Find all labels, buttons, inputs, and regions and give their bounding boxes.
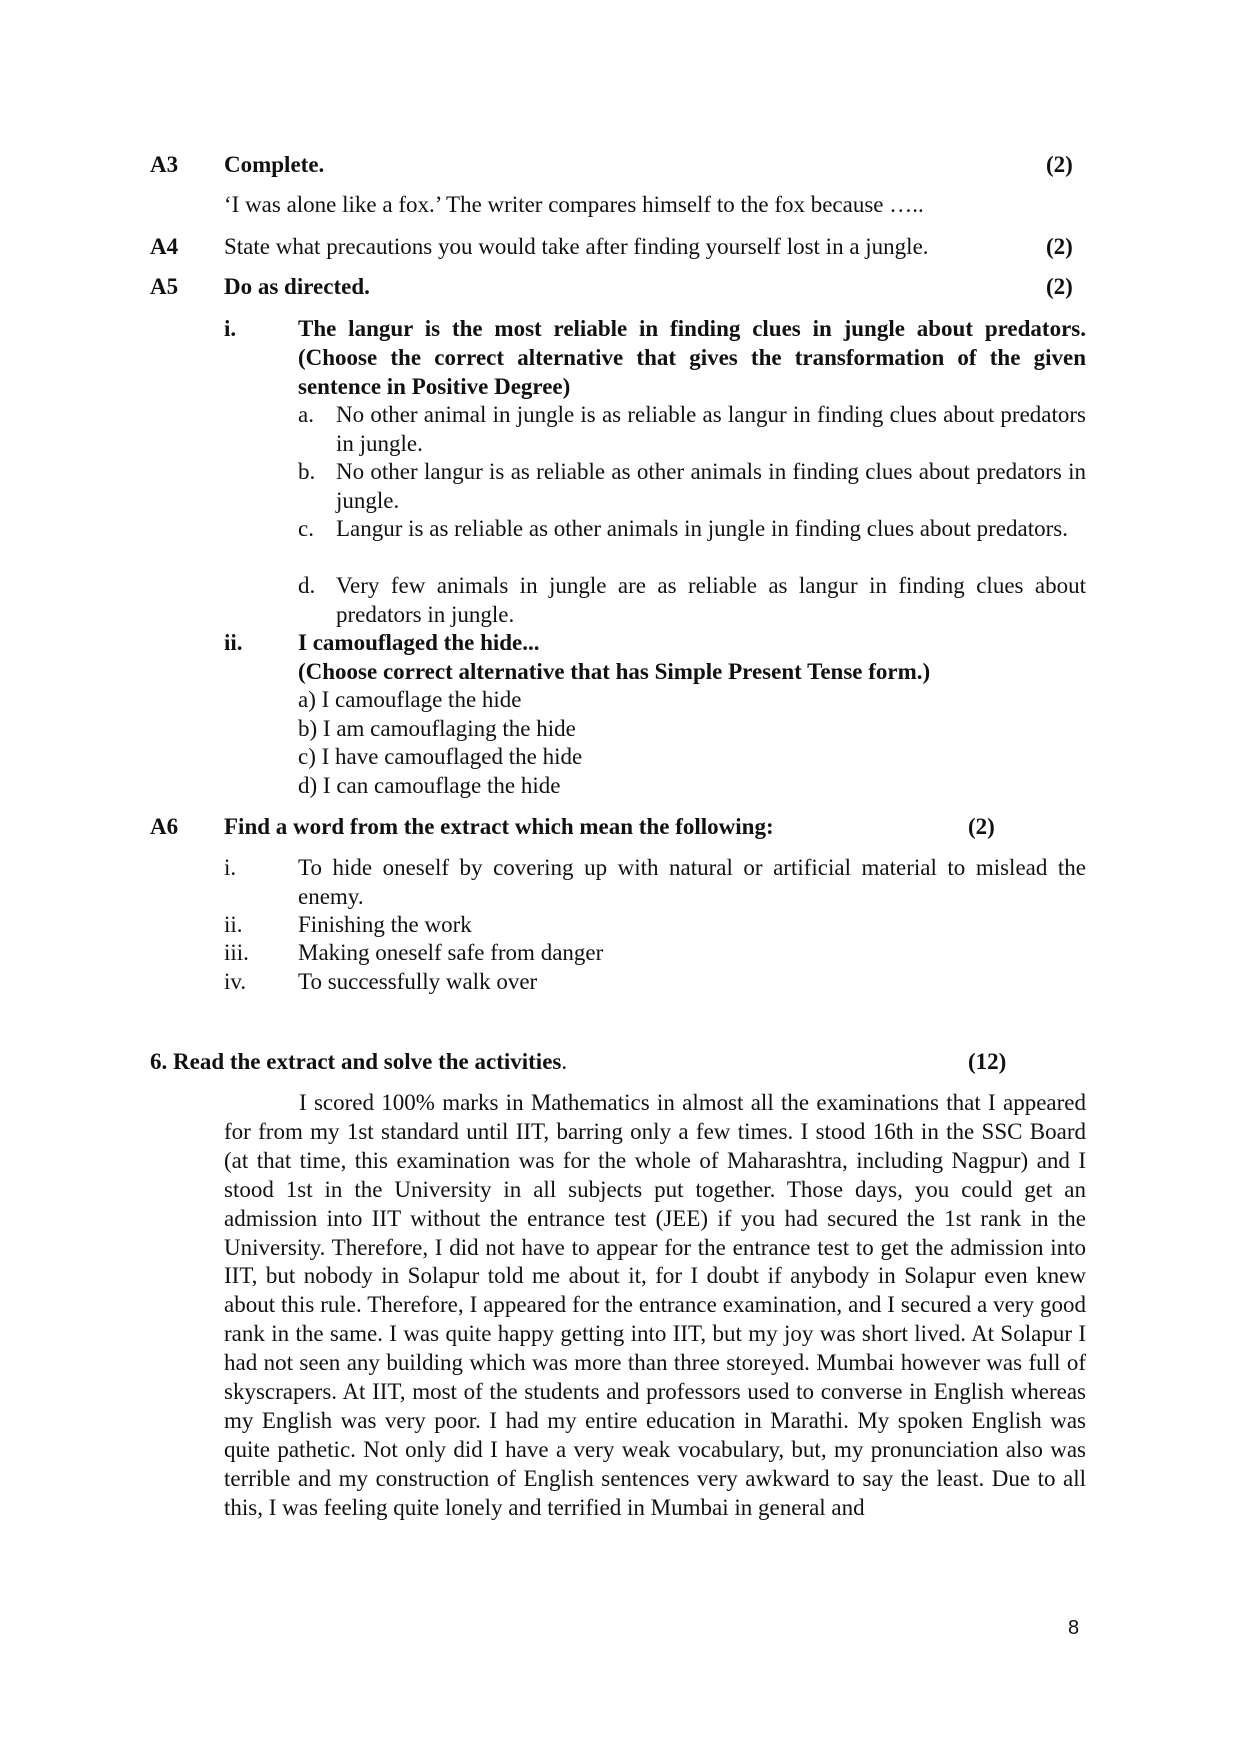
question-number-a5: A5 — [150, 274, 179, 299]
a5-q1-option-c-label: c. — [298, 516, 314, 541]
a6-marks: (2) — [968, 814, 995, 839]
a5-q1-option-a-label: a. — [298, 402, 314, 427]
a5-q2-option-d: d) I can camouflage the hide — [298, 773, 561, 798]
a5-q2-line1: I camouflaged the hide... — [298, 630, 540, 655]
a5-q1-option-b: No other langur is as reliable as other animals in finding clues about predators in jungle. — [336, 459, 1086, 513]
a3-heading: Complete. — [224, 152, 325, 177]
a4-marks: (2) — [1046, 234, 1073, 259]
a6-item-2-label: ii. — [224, 912, 243, 937]
a5-q2-option-b: b) I am camouflaging the hide — [298, 716, 576, 741]
a6-item-3-label: iii. — [224, 940, 249, 965]
a6-item-4: To successfully walk over — [298, 969, 538, 994]
a5-q1-number: i. — [224, 316, 237, 341]
question-number-a6: A6 — [150, 814, 179, 839]
extract-paragraph: I scored 100% marks in Mathematics in almost all the examinations that I appeared for from my 1st standard until IIT, barring only a few times. I stood 16th in the SSC Board (at that time, this examination was for the whole of Maharashtra, including Nagpur) and I stood 1st in the University in all subjects put together. Those days, you could get an admission into IIT without the entrance test (JEE) if you had secured the 1st rank in the University. Therefore, I did not have to appear for the entrance test to get the admission into IIT, but nobody in Solapur told me about it, for I doubt if anybody in Solapur even knew about this rule. Therefore, I appeared for the entrance examination, and I secured a very good rank in the same. I was quite happy getting into IIT, but my joy was short lived. At Solapur I had not seen any building which was more than three storeyed. Mumbai however was full of skyscrapers. At IIT, most of the students and professors used to converse in English whereas my English was very poor. I had my entire education in Marathi. My spoken English was quite pathetic. Not only did I have a very weak vocabulary, but, my pronunciation also was terrible and my construction of English sentences very awkward to say the least. Due to all this, I was feeling quite lonely and terrified in Mumbai in general and — [224, 1090, 1086, 1520]
a5-q2-number: ii. — [224, 630, 243, 655]
a5-q1-option-a: No other animal in jungle is as reliable as langur in finding clues about predators in jungle. — [336, 402, 1086, 456]
a5-q1-option-b-label: b. — [298, 459, 316, 484]
a5-heading: Do as directed. — [224, 274, 370, 299]
a5-q2-option-c: c) I have camouflaged the hide — [298, 744, 583, 769]
a5-q2-option-a: a) I camouflage the hide — [298, 687, 522, 712]
a5-marks: (2) — [1046, 274, 1073, 299]
a6-item-2: Finishing the work — [298, 912, 472, 937]
page-number: 8 — [1068, 1617, 1080, 1639]
a5-q1-text: The langur is the most reliable in finding clues in jungle about predators. (Choose the correct alternative that gives the transformation of the given sentence in Positive Degree) — [298, 316, 1086, 399]
a6-item-1-label: i. — [224, 855, 237, 880]
section-6-heading-dot: . — [561, 1049, 568, 1074]
a3-text: ‘I was alone like a fox.’ The writer compares himself to the fox because ….. — [224, 192, 924, 217]
a5-q2-line2: (Choose correct alternative that has Simple Present Tense form.) — [298, 659, 931, 684]
a6-item-1: To hide oneself by covering up with natural or artificial material to mislead the enemy. — [298, 855, 1086, 909]
a5-q1-option-c: Langur is as reliable as other animals in jungle in finding clues about predators. — [336, 516, 1068, 541]
a3-marks: (2) — [1046, 152, 1073, 177]
a5-q1-option-d: Very few animals in jungle are as reliable as langur in finding clues about predators in jungle. — [336, 573, 1086, 627]
question-number-a4: A4 — [150, 234, 179, 259]
question-number-a3: A3 — [150, 152, 179, 177]
section-6-marks: (12) — [968, 1049, 1007, 1074]
section-6-heading-text: 6. Read the extract and solve the activities — [150, 1049, 562, 1074]
a5-q1-option-d-label: d. — [298, 573, 316, 598]
a6-heading: Find a word from the extract which mean the following: — [224, 814, 774, 839]
section-6-heading — [150, 1047, 567, 1076]
a4-text: State what precautions you would take after finding yourself lost in a jungle. — [224, 234, 929, 259]
a6-item-4-label: iv. — [224, 969, 247, 994]
a6-item-3: Making oneself safe from danger — [298, 940, 604, 965]
